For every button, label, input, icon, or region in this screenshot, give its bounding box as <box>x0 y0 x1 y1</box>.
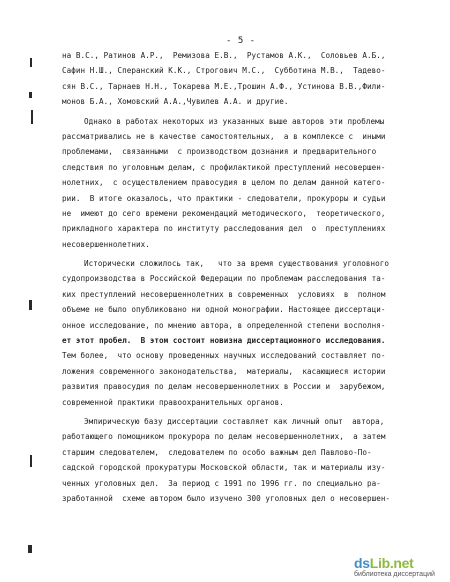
watermark[interactable] <box>350 553 450 581</box>
text-line: проблемами, связанными с производством дознания и предварительного <box>62 147 377 157</box>
text-line: старшим следователем, следователем по особо важным дел Павлово-По- <box>62 447 372 457</box>
text-line: садской городской прокуратуры Московской области, так и материалы изу- <box>62 463 386 473</box>
text-line: работающего помощником прокурора по делам несовершеннолетних, а затем <box>62 432 386 442</box>
watermark-logo-ds: ds <box>354 555 370 571</box>
text-line: рии. В итоге оказалось, что практики - следователи, прокуроры и судьи <box>62 193 386 203</box>
page-number: - 5 - <box>226 36 256 46</box>
text-line: развития правосудия по делам несовершеннолетних в России и зарубежом, <box>62 382 386 392</box>
text-line: ченных уголовных дел. За период с 1991 по 1996 гг. по специально ра- <box>62 478 381 488</box>
watermark-subtitle: библиотека диссертаций <box>354 571 435 578</box>
text-line: Сафин Н.Ш., Сперанский К.К., Строгович М.С., Субботина М.В., Тадево- <box>62 66 386 76</box>
scan-artifact <box>30 455 32 467</box>
text-line: на В.С., Ратинов А.Р., Ремизова Е.В., Рустамов А.К., Соловьев А.Б., <box>62 51 386 60</box>
text-line: не имеют до сего времени рекомендаций методического, теоретического, <box>62 208 386 218</box>
scan-artifact <box>28 545 32 553</box>
body-text <box>62 48 422 506</box>
text-line: рассматривались не в качестве самостоятельных, а в комплексе с иными <box>62 131 386 141</box>
text-line: прикладного характера по институту расследования дел о преступлениях <box>62 224 386 234</box>
text-line: Эмпирическую базу диссертации составляет как личный опыт автора, <box>84 416 385 426</box>
text-line: современной практики правоохранительных органов. <box>62 397 284 407</box>
text-line: ет этот пробел. В этом состоит новизна диссертационного исследования. <box>62 336 386 346</box>
text-line: следствия по уголовным делам, с профилактикой преступлений несовершен- <box>62 162 386 172</box>
text-line: судопроизводства в Российской Федерации по проблемам расследования та- <box>62 274 386 284</box>
scan-artifact <box>31 110 33 124</box>
text-line: Тем более, что основу проведенных научных исследований составляет по- <box>62 351 386 361</box>
text-line: несовершеннолетних. <box>62 239 150 249</box>
scan-artifact <box>30 58 32 67</box>
text-line: нолетних, с осуществлением правосудия в целом по делам данной катего- <box>62 178 386 188</box>
text-line: монов Б.А., Хомовский А.А.,Чувилев А.А. и другие. <box>62 97 289 107</box>
watermark-logo <box>354 555 414 571</box>
text-line: объеме не было опубликовано ни одной монографии. Настоящее диссертаци- <box>62 305 386 315</box>
text-line: онное исследование, по мнению автора, в определенной степени восполня- <box>62 320 386 330</box>
scan-artifact <box>29 300 32 310</box>
text-line: Исторически сложилось так, что за время существования уголовного <box>84 259 390 269</box>
text-line: сян В.С., Тарнаев Н.Н., Токарева М.Е.,Трошин А.Ф., Устинова В.В.,Фили- <box>62 81 386 91</box>
text-line: ложения современного законодательства, материалы, касающиеся истории <box>62 366 386 376</box>
text-line: зработанной схеме автором было изучено 300 уголовных дел о несовершен- <box>62 493 391 503</box>
watermark-logo-rest: Lib.net <box>369 555 414 571</box>
scan-artifact <box>29 92 32 98</box>
text-line: Однако в работах некоторых из указанных выше авторов эти проблемы <box>84 116 385 126</box>
text-line: ких преступлений несовершеннолетних в современных условиях в полном <box>62 289 386 299</box>
